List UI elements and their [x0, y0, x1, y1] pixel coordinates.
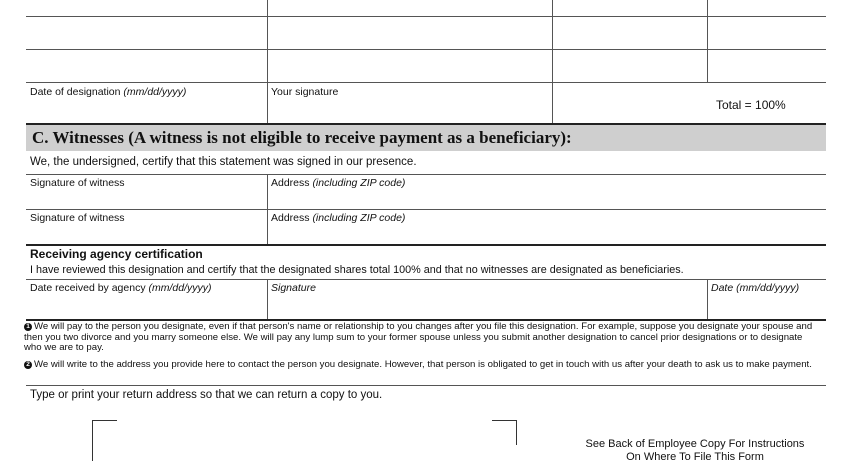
total-label: Total = 100%: [716, 98, 786, 112]
date-received-field[interactable]: [26, 280, 267, 319]
return-address-instruction: Type or print your return address so that we can return a copy to you.: [30, 389, 383, 401]
section-c-title: C. Witnesses (A witness is not eligible to receive payment as a beneficiary):: [32, 128, 572, 147]
footnote-marker-2: 2: [24, 361, 32, 369]
agency-signature-field[interactable]: [268, 280, 707, 319]
footnote-marker-1: 1: [24, 323, 32, 331]
witness-1-signature-label: Signature of witness: [30, 177, 125, 189]
agency-signature-label: Signature: [271, 282, 316, 294]
your-signature-label: Your signature: [271, 86, 339, 98]
footnote-2: 2 We will write to the address you provide here to contact the person you designate. However, that person is obligated to get in touch with us after your death to ask us to make payment.: [24, 360, 814, 371]
witness-statement: We, the undersigned, certify that this statement was signed in our presence.: [30, 156, 417, 168]
agency-date-label: Date (mm/dd/yyyy): [711, 282, 800, 294]
agency-certification-heading: Receiving agency certification: [30, 247, 203, 261]
beneficiary-name-cell[interactable]: [26, 0, 267, 16]
witness-1-address-label: Address (including ZIP code): [271, 177, 406, 189]
witness-section-bottom-border: [26, 244, 826, 246]
agency-date-field[interactable]: [708, 280, 826, 319]
your-signature-field[interactable]: [268, 84, 552, 122]
see-back-line-1: See Back of Employee Copy For Instructions: [585, 438, 805, 450]
see-back-line-2: On Where To File This Form: [626, 451, 764, 463]
see-back-notice: [565, 438, 825, 464]
beneficiary-name-cell[interactable]: [26, 50, 267, 82]
witness-2-signature-label: Signature of witness: [30, 212, 125, 224]
date-of-designation-field[interactable]: [26, 84, 267, 122]
date-of-designation-label: Date of designation (mm/dd/yyyy): [30, 86, 187, 98]
agency-certification-statement: I have reviewed this designation and certify that the designated shares total 100% and that no witnesses are designated as beneficiaries.: [30, 264, 684, 276]
witness-2-address-label: Address (including ZIP code): [271, 212, 406, 224]
return-address-field[interactable]: [93, 421, 516, 458]
witness-1-signature-field[interactable]: [26, 175, 267, 209]
table-column-divider: [707, 0, 708, 82]
beneficiary-name-cell[interactable]: [26, 17, 267, 49]
footnote-1: 1 We will pay to the person you designate, even if that person's name or relationship to you changes after you file this designation. For example, suppose you designate your spouse and then you two divorce and you marry someone else. We will pay any lump sum to your former spouse unless you submit another designation to cancel prior designations or to designate who we are to pay.: [24, 321, 813, 354]
table-column-divider: [552, 0, 553, 123]
witness-1-address-field[interactable]: [268, 175, 826, 209]
witness-2-signature-field[interactable]: [26, 210, 267, 244]
table-row-divider: [26, 82, 826, 83]
witness-2-address-field[interactable]: [268, 210, 826, 244]
footnote-bottom-border: [26, 385, 826, 386]
date-received-label: Date received by agency (mm/dd/yyyy): [30, 282, 212, 294]
